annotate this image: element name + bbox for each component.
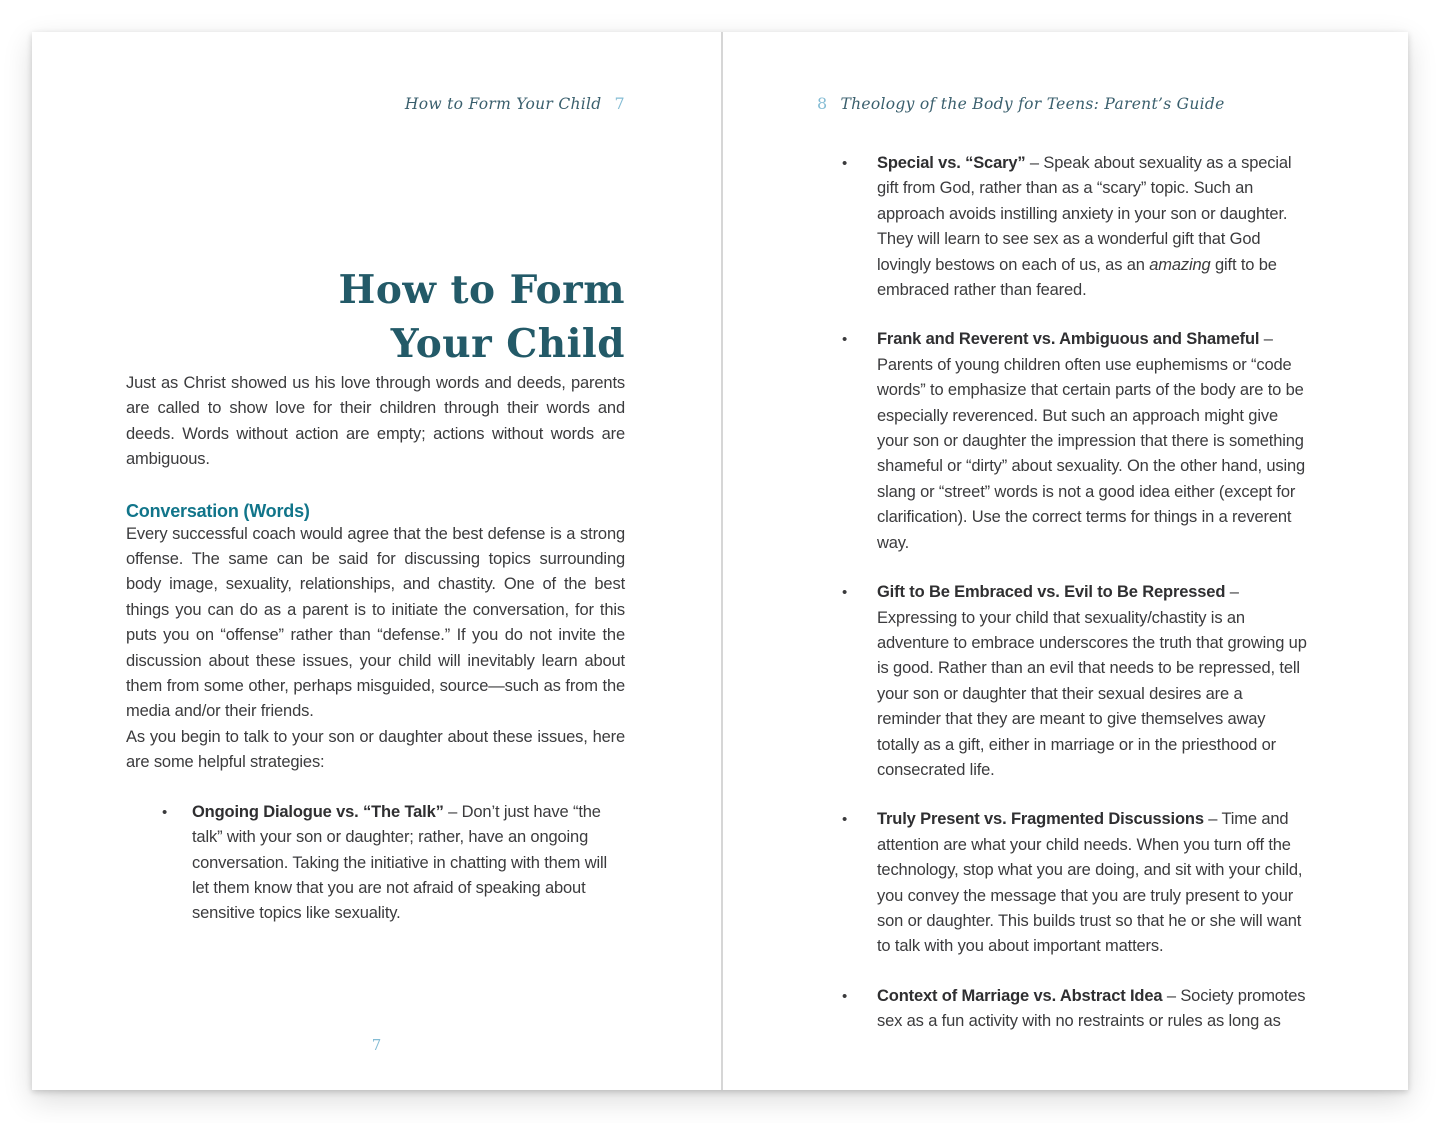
bullet-text — [877, 810, 1302, 955]
bullet-marker: • — [842, 584, 848, 602]
bullet-item — [817, 984, 1308, 1035]
chapter-title-line2: Your Child — [390, 321, 625, 367]
bullet-item — [817, 807, 1308, 959]
bullet-item — [817, 580, 1308, 783]
running-header-left — [126, 94, 625, 113]
running-header-right — [817, 94, 1308, 113]
intro-paragraph: Just as Christ showed us his love through words and deeds, parents are called to show love for their children through their words and deeds. Words without action are empty; actions without words are ambiguous. — [126, 374, 625, 469]
bullet-heading: Frank and Reverent vs. Ambiguous and Shameful — [877, 330, 1260, 349]
bullet-text — [877, 154, 1291, 299]
paragraph-strategies: As you begin to talk to your son or daughter about these issues, here are some helpful strategies: — [126, 727, 625, 772]
bullet-marker: • — [842, 331, 848, 349]
bullet-text — [877, 583, 1307, 779]
bullet-body: – Time and attention are what your child needs. When you turn off the technology, stop what you are doing, and sit with your child, you convey the message that you are truly present to your son or daughter. This builds trust so that he or she will want to talk with you about important matters. — [877, 810, 1303, 956]
right-page — [723, 32, 1408, 1090]
bullet-body: – Parents of young children often use euphemisms or “code words” to emphasize that certain parts of the body are to be especially reverenced. But such an approach might give your son or daughter the impression that there is something shameful or “dirty” about sexuality. On the other hand, using slang or “street” words is not a good idea either (except for clarification). Use the correct terms for things in a reverent way. — [877, 330, 1306, 552]
bullet-body: – Expressing to your child that sexuality/chastity is an adventure to embrace underscores the truth that growing up is good. Rather than an evil that needs to be repressed, tell your son or daughter that their sexual desires are a reminder that they are meant to give themselves away totally as a gift, either in marriage or in the priesthood or consecrated life. — [877, 583, 1307, 779]
bullet-marker: • — [842, 987, 848, 1005]
running-header-title: Theology of the Body for Teens: Parent’s Guide — [840, 95, 1225, 113]
bullet-body: – Don’t just have “the talk” with your son or daughter; rather, have an ongoing conversation. Taking the initiative in chatting with them will let them know that you are not afraid of speaking about sensitive topics like sexuality. — [192, 802, 608, 923]
strategy-bullet-list — [817, 151, 1308, 1035]
bullet-body: gift to be embraced rather than feared. — [877, 255, 1277, 300]
chapter-title — [126, 263, 625, 371]
running-header-title: How to Form Your Child — [404, 95, 602, 113]
bullet-heading: Truly Present vs. Fragmented Discussions — [877, 810, 1204, 829]
left-page — [32, 32, 721, 1090]
bullet-item — [126, 800, 625, 927]
paragraph-offense: Every successful coach would agree that the best defense is a strong offense. The same can be said for discussing topics surrounding body image, sexuality, relationships, and chastity. One of the best things you can do as a parent is to initiate the conversation, for this puts you on “offense” rather than “defense.” If you do not invite the discussion about these issues, your child will inevitably learn about them from some other, perhaps misguided, source—such as from the media and/or their friends. — [126, 524, 625, 721]
bullet-text — [192, 803, 607, 923]
bullet-item — [817, 327, 1308, 556]
chapter-title-line1: How to Form — [338, 267, 625, 313]
bullet-marker: • — [842, 155, 848, 172]
bullet-body: – Speak about sexuality as a special gift from God, rather than as a “scary” topic. Such an approach avoids instilling anxiety in your son or daughter. They will learn to see sex as a wonderful gift that God lovingly bestows on each of us, as an — [877, 154, 1292, 274]
bullet-italic-word: amazing — [1149, 255, 1211, 274]
bullet-marker: • — [842, 811, 848, 829]
book-spread — [32, 32, 1408, 1090]
bullet-text — [877, 987, 1305, 1030]
bullet-heading: Ongoing Dialogue vs. “The Talk” — [192, 802, 444, 821]
bullet-heading: Special vs. “Scary” — [877, 154, 1026, 172]
running-header-page-number: 8 — [817, 94, 828, 113]
bullet-heading: Gift to Be Embraced vs. Evil to Be Repressed — [877, 583, 1226, 602]
bullet-heading: Context of Marriage vs. Abstract Idea — [877, 986, 1163, 1005]
running-header-page-number: 7 — [614, 94, 625, 113]
bullet-text — [877, 330, 1305, 551]
bullet-item — [817, 151, 1308, 303]
page-footer-number: 7 — [371, 1036, 382, 1054]
section-heading: Conversation (Words) — [126, 500, 310, 521]
bullet-marker: • — [162, 803, 168, 821]
bullet-body: – Society promotes sex as a fun activity with no restraints or rules as long as — [877, 986, 1306, 1031]
